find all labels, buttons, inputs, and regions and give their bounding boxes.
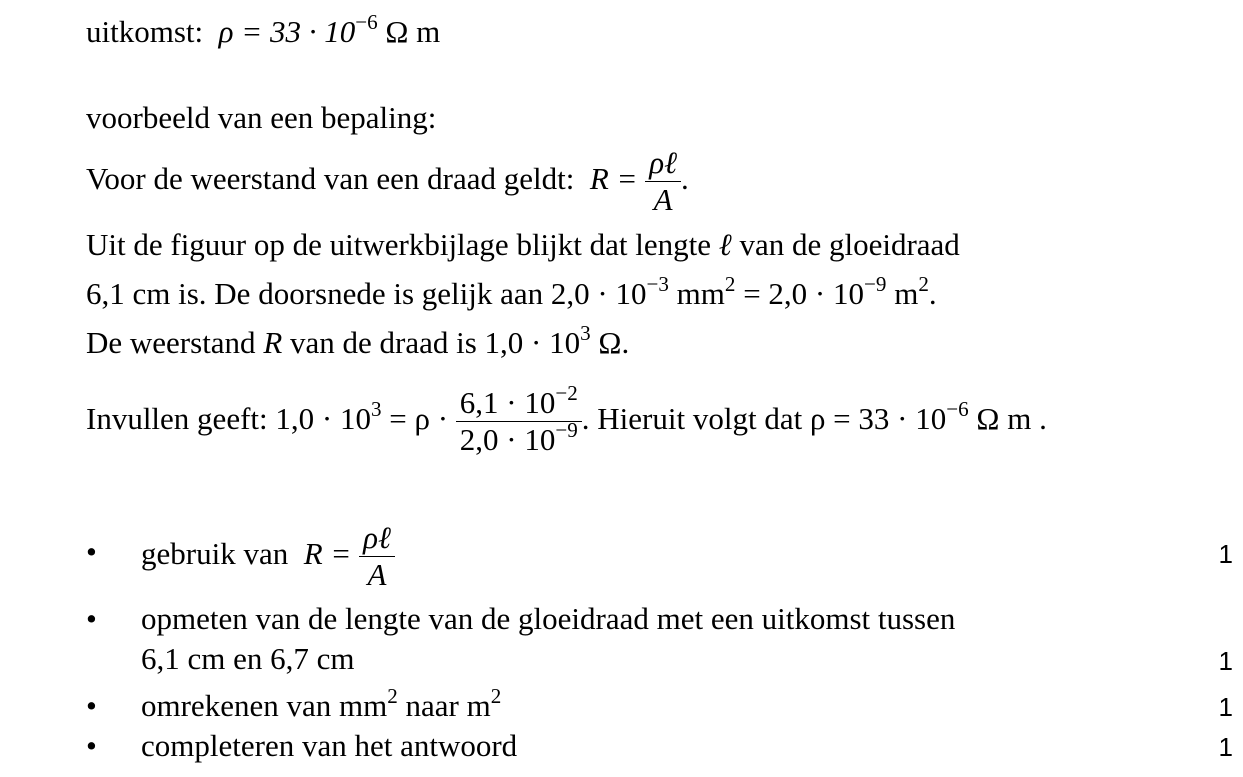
outcome-formula: $\rho = 33 \cdot 10^{-6}$ Ω m: [218, 9, 441, 49]
criterion-score: 1: [1218, 539, 1233, 569]
resistance-formula-line: Voor de weerstand van een draad geldt: R = $\frac{\text{ρℓ}}{A}$ .: [86, 145, 689, 218]
resistance-value-line: De weerstand R van de draad is $1,0 \cdot 10^3$ Ω.: [86, 320, 630, 360]
substitution-line: Invullen geeft: $1,0 \cdot 10^3 = \rho$ · $\frac{6,1 \cdot 10^{-2}}{2,0 \cdot 10^{-9}}$ . Hieruit volgt dat $\rho = 33 \cdot 10^{-6}$ Ω m .: [86, 381, 1047, 458]
outcome-line: [86, 9, 441, 50]
length-line-2: 6,1 cm is. De doorsnede is gelijk aan $2,0 \cdot 10^{-3}$ $mm^2 = 2,0 \cdot 10^{-9}$ $m^2$.: [86, 271, 937, 311]
resistance-fraction: $\frac{\text{ρℓ}}{A}$: [645, 145, 681, 218]
substitution-fraction: $\frac{6,1 \cdot 10^{-2}}{2,0 \cdot 10^{-9}}$: [456, 385, 582, 458]
criterion-fraction: $\frac{\text{ρℓ}}{A}$: [359, 520, 395, 593]
criterion-score: 1: [1218, 646, 1233, 676]
length-symbol: ℓ: [718, 227, 732, 262]
criterion-score: 1: [1218, 732, 1233, 762]
length-line-1: Uit de figuur op de uitwerkbijlage blijkt dat lengte ℓ van de gloeidraad: [86, 227, 960, 262]
example-heading: voorbeeld van een bepaling:: [86, 100, 437, 135]
criterion-score: 1: [1218, 692, 1233, 722]
outcome-label: uitkomst:: [86, 14, 204, 49]
